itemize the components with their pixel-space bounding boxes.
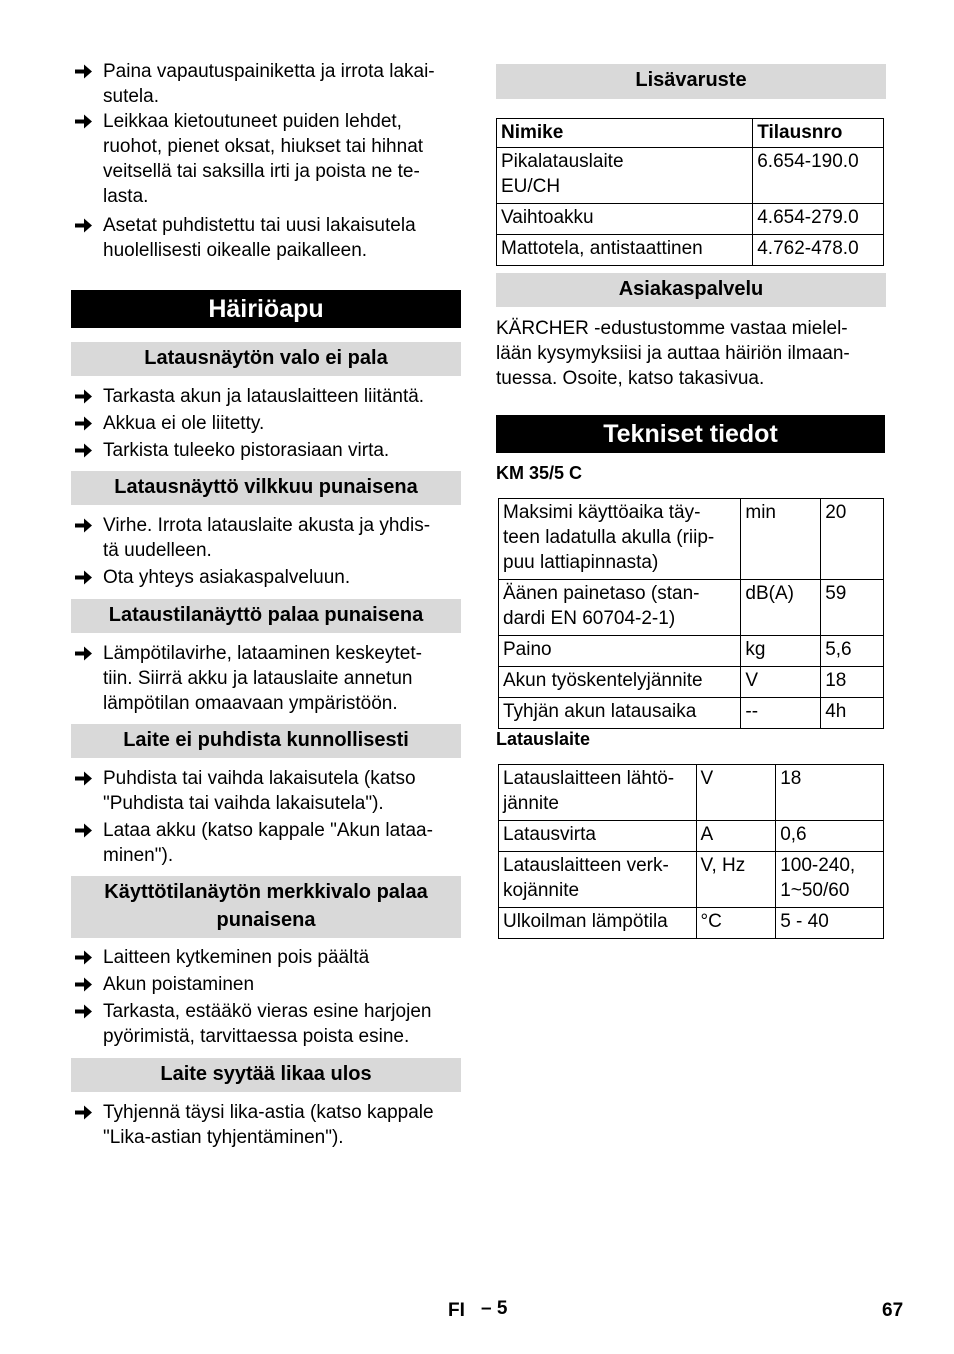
arrow-right-icon bbox=[75, 411, 95, 436]
charger-label: Latauslaite bbox=[496, 729, 591, 749]
table-cell: -- bbox=[741, 698, 821, 729]
bullet-text: Paina vapautuspainiketta ja irrota lakai- sutela. bbox=[103, 61, 435, 107]
arrow-right-icon bbox=[75, 972, 95, 997]
list-item bbox=[71, 945, 461, 972]
table-cell: V bbox=[741, 667, 821, 698]
footer-language: FI bbox=[448, 1300, 465, 1321]
model-label: KM 35/5 C bbox=[496, 463, 583, 483]
table-cell: 59 bbox=[821, 580, 884, 636]
arrow-right-icon bbox=[75, 384, 95, 409]
table-cell: 0,6 bbox=[776, 821, 884, 852]
arrow-right-icon bbox=[75, 109, 95, 134]
bullet-text: Lämpötilavirhe, lataaminen keskeytet- tiin. Siirrä akku ja latauslaite annetun lämpötilan omaavaan ympäristöön. bbox=[103, 643, 422, 714]
section-heading: Latausnäytön valo ei pala bbox=[71, 342, 461, 376]
table-cell: Latauslaitteen lähtö- jännite bbox=[499, 765, 697, 821]
arrow-right-icon bbox=[75, 999, 95, 1024]
section-bullet-list bbox=[71, 641, 461, 718]
footer-page-number: 67 bbox=[882, 1300, 904, 1321]
table-cell: dB(A) bbox=[741, 580, 821, 636]
table-cell: 18 bbox=[821, 667, 884, 698]
table-header-row bbox=[497, 119, 884, 148]
section-bullet-list bbox=[71, 766, 461, 870]
table-cell: A bbox=[696, 821, 776, 852]
bullet-text: Laitteen kytkeminen pois päältä bbox=[103, 947, 370, 968]
table-cell: Latauslaitteen verk- kojännite bbox=[499, 852, 697, 908]
troubleshooting-heading: Häiriöapu bbox=[71, 290, 461, 328]
table-cell: Latausvirta bbox=[499, 821, 697, 852]
charger-spec-table bbox=[498, 764, 884, 939]
table-row bbox=[499, 636, 884, 667]
bullet-text: Ota yhteys asiakaspalveluun. bbox=[103, 567, 351, 588]
table-row bbox=[499, 852, 884, 908]
table-cell: 4h bbox=[821, 698, 884, 729]
bullet-text: Akun poistaminen bbox=[103, 974, 255, 995]
section-heading: Lataustilanäyttö palaa punaisena bbox=[71, 599, 461, 633]
column-header: Nimike bbox=[497, 119, 753, 148]
table-row bbox=[499, 499, 884, 580]
table-cell: Mattotela, antistaattinen bbox=[497, 235, 753, 266]
table-cell: min bbox=[741, 499, 821, 580]
table-row bbox=[499, 821, 884, 852]
list-item bbox=[71, 513, 461, 565]
tech-data-heading: Tekniset tiedot bbox=[496, 415, 885, 453]
arrow-right-icon bbox=[75, 945, 95, 970]
accessories-heading: Lisävaruste bbox=[496, 64, 886, 99]
arrow-right-icon bbox=[75, 818, 95, 843]
service-heading: Asiakaspalvelu bbox=[496, 273, 886, 307]
table-row bbox=[499, 765, 884, 821]
section-bullet-list bbox=[71, 945, 461, 1051]
list-item bbox=[71, 411, 461, 438]
table-row bbox=[499, 908, 884, 939]
table-row bbox=[497, 148, 884, 204]
service-text: KÄRCHER -edustustomme vastaa mielel- lään kysymyksiisi ja auttaa häiriön ilmaan- tuessa. Osoite, katso takasivua. bbox=[496, 318, 850, 389]
section-bullet-list bbox=[71, 1100, 461, 1152]
table-cell: Äänen painetaso (stan- dardi EN 60704-2-1) bbox=[499, 580, 741, 636]
section-bullet-list bbox=[71, 384, 461, 465]
table-row bbox=[499, 698, 884, 729]
table-cell: 100-240, 1~50/60 bbox=[776, 852, 884, 908]
list-item bbox=[71, 213, 461, 263]
arrow-right-icon bbox=[75, 438, 95, 463]
list-item bbox=[71, 565, 461, 592]
table-cell: Vaihtoakku bbox=[497, 204, 753, 235]
table-cell: kg bbox=[741, 636, 821, 667]
table-cell: Tyhjän akun latausaika bbox=[499, 698, 741, 729]
bullet-text: Puhdista tai vaihda lakaisutela (katso "Puhdista tai vaihda lakaisutela"). bbox=[103, 768, 416, 814]
table-cell: 4.762-478.0 bbox=[753, 235, 884, 266]
arrow-right-icon bbox=[75, 1100, 95, 1125]
table-row bbox=[499, 580, 884, 636]
section-bullet-list bbox=[71, 513, 461, 592]
table-cell: 20 bbox=[821, 499, 884, 580]
table-cell: Maksimi käyttöaika täy- teen ladatulla akulla (riip- puu lattiapinnasta) bbox=[499, 499, 741, 580]
column-header: Tilausnro bbox=[753, 119, 884, 148]
bullet-text: Asetat puhdistettu tai uusi lakaisutela huolellisesti oikealle paikalleen. bbox=[103, 215, 416, 261]
list-item bbox=[71, 109, 461, 213]
bullet-text: Tyhjennä täysi lika-astia (katso kappale "Lika-astian tyhjentäminen"). bbox=[103, 1102, 434, 1148]
model-spec-table bbox=[498, 498, 884, 729]
arrow-right-icon bbox=[75, 565, 95, 590]
bullet-text: Tarkasta, estääkö vieras esine harjojen pyörimistä, tarvittaessa poista esine. bbox=[103, 1001, 432, 1047]
list-item bbox=[71, 438, 461, 465]
bullet-text: Virhe. Irrota latauslaite akusta ja yhdis- tä uudelleen. bbox=[103, 515, 431, 561]
accessories-table bbox=[496, 118, 884, 266]
arrow-right-icon bbox=[75, 59, 95, 84]
list-item bbox=[71, 999, 461, 1051]
table-cell: Akun työskentelyjännite bbox=[499, 667, 741, 698]
bullet-text: Lataa akku (katso kappale "Akun lataa- minen"). bbox=[103, 820, 433, 866]
table-cell: Ulkoilman lämpötila bbox=[499, 908, 697, 939]
footer-section-page: – 5 bbox=[481, 1298, 508, 1319]
section-heading: Käyttötilanäytön merkkivalo palaa punaisena bbox=[71, 876, 461, 938]
bullet-text: Leikkaa kietoutuneet puiden lehdet, ruohot, pienet oksat, hiukset tai hihnat veitsellä tai saksilla irti ja poista ne te- lasta. bbox=[103, 111, 424, 207]
arrow-right-icon bbox=[75, 513, 95, 538]
table-cell: 6.654-190.0 bbox=[753, 148, 884, 204]
arrow-right-icon bbox=[75, 641, 95, 666]
table-cell: V bbox=[696, 765, 776, 821]
table-cell: °C bbox=[696, 908, 776, 939]
table-cell: 18 bbox=[776, 765, 884, 821]
table-cell: 5 - 40 bbox=[776, 908, 884, 939]
list-item bbox=[71, 1100, 461, 1152]
table-row bbox=[497, 235, 884, 266]
arrow-right-icon bbox=[75, 213, 95, 238]
table-cell: V, Hz bbox=[696, 852, 776, 908]
intro-bullet-list bbox=[71, 59, 461, 263]
table-cell: Paino bbox=[499, 636, 741, 667]
section-heading: Latausnäyttö vilkkuu punaisena bbox=[71, 471, 461, 505]
list-item bbox=[71, 641, 461, 718]
list-item bbox=[71, 384, 461, 411]
list-item bbox=[71, 972, 461, 999]
list-item bbox=[71, 59, 461, 109]
section-heading: Laite syytää likaa ulos bbox=[71, 1058, 461, 1092]
bullet-text: Tarkista tuleeko pistorasiaan virta. bbox=[103, 440, 390, 461]
arrow-right-icon bbox=[75, 766, 95, 791]
bullet-text: Tarkasta akun ja latauslaitteen liitäntä. bbox=[103, 386, 425, 407]
table-row bbox=[499, 667, 884, 698]
list-item bbox=[71, 766, 461, 818]
table-row bbox=[497, 204, 884, 235]
table-cell: 5,6 bbox=[821, 636, 884, 667]
section-heading: Laite ei puhdista kunnollisesti bbox=[71, 724, 461, 758]
list-item bbox=[71, 818, 461, 870]
bullet-text: Akkua ei ole liitetty. bbox=[103, 413, 265, 434]
table-cell: 4.654-279.0 bbox=[753, 204, 884, 235]
table-cell: Pikalatauslaite EU/CH bbox=[497, 148, 753, 204]
